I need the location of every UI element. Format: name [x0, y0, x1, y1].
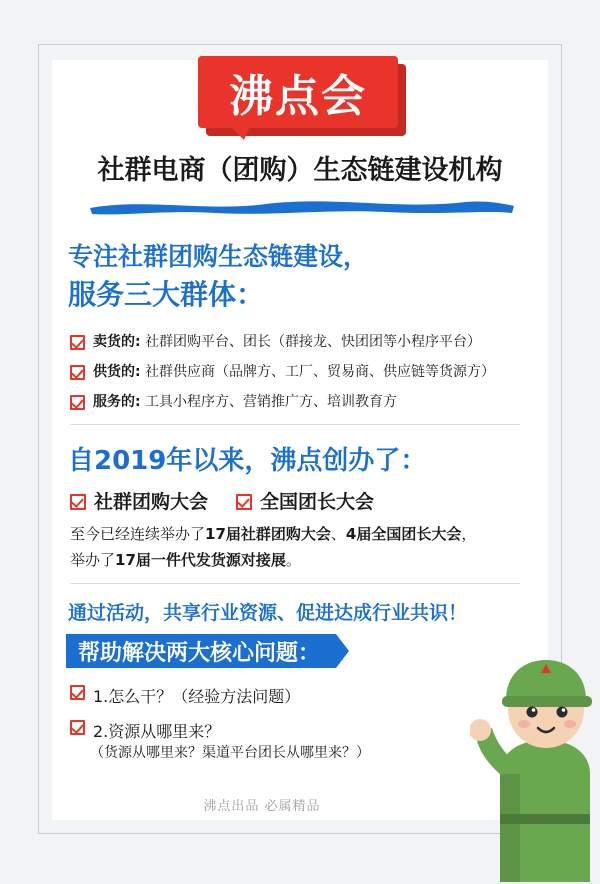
- section2-body-line1: [70, 521, 520, 547]
- text-prefix: 举办了: [70, 551, 116, 569]
- bullet-text: [93, 394, 397, 411]
- question-text: 1.怎么干？（经验方法问题）: [93, 687, 301, 706]
- text-emphasis: 17届一件代发货源对接展: [115, 551, 286, 569]
- section3-note: （货源从哪里来？渠道平台团长从哪里来？）: [90, 745, 370, 761]
- section2-heading: 自2019年以来，沸点创办了：: [68, 446, 427, 476]
- checkbox-checked-icon: [70, 395, 85, 410]
- section1-heading-line2: 服务三大群体：: [68, 278, 265, 311]
- checkbox-checked-icon: [70, 494, 86, 510]
- tag-label: 社群团购大会: [94, 491, 209, 513]
- mascot-soldier-illustration: [470, 624, 600, 884]
- section1-heading: [68, 238, 508, 314]
- list-item: [70, 719, 510, 742]
- brand-logo: [190, 52, 408, 134]
- checkbox-checked-icon: [70, 335, 85, 350]
- list-item: [70, 684, 510, 707]
- question-text: 2.资源从哪里来？: [93, 722, 221, 741]
- bullet-label: 服务的:: [93, 394, 141, 410]
- list-item: [70, 334, 520, 351]
- text-sep: 、: [330, 525, 346, 543]
- checkbox-checked-icon: [70, 720, 85, 735]
- bullet-body: 社群供应商（品牌方、工厂、贸易商、供应链等货源方）: [145, 364, 496, 380]
- checkbox-checked-icon: [70, 365, 85, 380]
- section1-bullet-list: [70, 334, 520, 424]
- brush-underline-icon: [86, 196, 516, 216]
- tag-item: [70, 487, 208, 514]
- bullet-label: 卖货的:: [93, 334, 141, 350]
- list-item: [70, 364, 520, 381]
- text-suffix: 。: [285, 551, 301, 569]
- text-prefix: 至今已经连续举办了: [70, 525, 206, 543]
- section3-ribbon: 帮助解决两大核心问题：: [66, 634, 336, 668]
- checkbox-checked-icon: [236, 494, 252, 510]
- page-title: 社群电商（团购）生态链建设机构: [97, 155, 503, 186]
- bullet-text: [93, 334, 481, 351]
- section2-body: [70, 521, 520, 573]
- section2-body-line2: [70, 547, 520, 573]
- text-suffix: ，: [461, 525, 477, 543]
- bullet-body: 工具小程序方、营销推广方、培训教育方: [145, 394, 398, 410]
- section2-tag-list: [70, 487, 402, 514]
- bullet-body: 社群团购平台、团长（群接龙、快团团等小程序平台）: [145, 334, 482, 350]
- text-emphasis: 17届社群团购大会: [205, 525, 331, 543]
- logo-text: 沸点会: [229, 71, 367, 122]
- divider: [70, 583, 520, 584]
- list-item: [70, 394, 520, 411]
- section1-heading-line1: 专注社群团购生态链建设，: [68, 242, 369, 271]
- logo-speech-tail-icon: [230, 126, 250, 140]
- tag-item: [236, 487, 374, 514]
- bullet-label: 供货的:: [93, 364, 141, 380]
- section3-heading: 通过活动，共享行业资源、促进达成行业共识！: [68, 602, 468, 624]
- footer-text: 沸点出品 必属精品: [203, 799, 321, 814]
- checkbox-checked-icon: [70, 685, 85, 700]
- divider: [70, 424, 520, 425]
- text-emphasis: 4届全国团长大会: [345, 525, 462, 543]
- tag-label: 全国团长大会: [260, 491, 375, 513]
- bullet-text: [93, 364, 495, 381]
